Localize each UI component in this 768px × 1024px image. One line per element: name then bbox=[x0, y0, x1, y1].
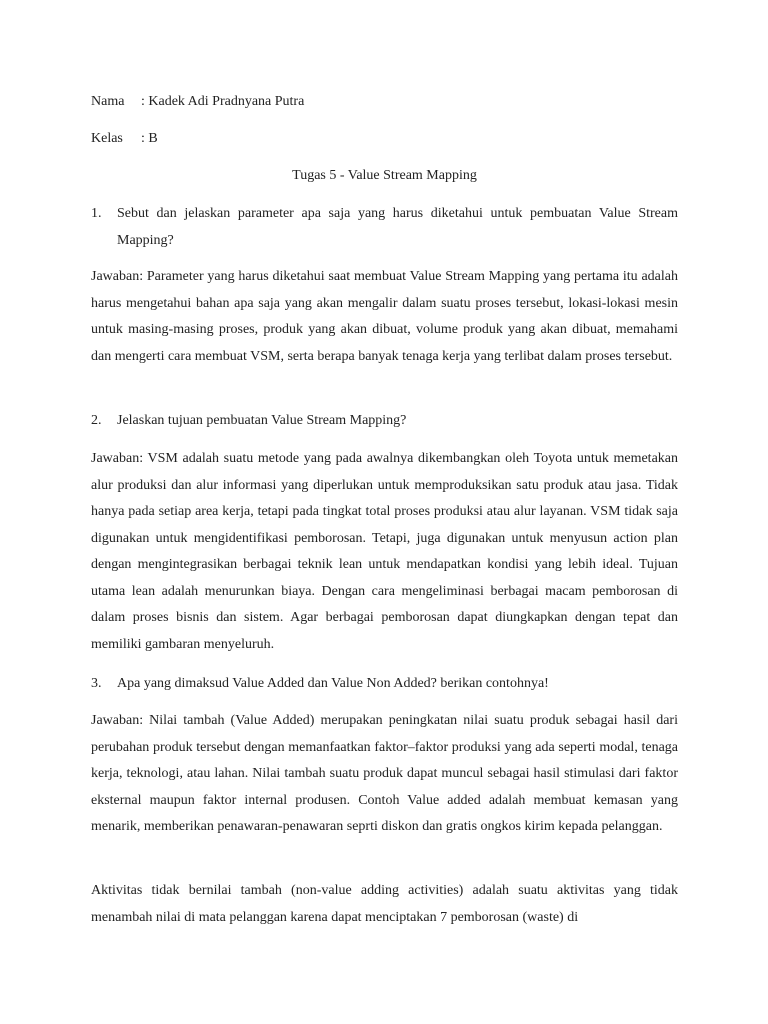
answer-paragraph: Jawaban: Nilai tambah (Value Added) merupakan peningkatan nilai suatu produk sebagai hasil dari perubahan produk tersebut dengan memanfaatkan faktor–faktor produksi yang ada seperti modal, tenaga kerja, teknologi, atau lahan. Nilai tambah suatu produk dapat muncul sebagai hasil stimulasi dari faktor eksternal maupun faktor internal produsen. Contoh Value added adalah membuat kemasan yang menarik, memberikan penawaran-penawaran seprti diskon dan gratis ongkos kirim kepada pelanggan. bbox=[91, 713, 678, 834]
kelas-value: : B bbox=[141, 131, 158, 146]
question-1 bbox=[91, 201, 678, 254]
nama-value: : Kadek Adi Pradnyana Putra bbox=[141, 94, 305, 109]
answer-paragraph: Jawaban: Parameter yang harus diketahui saat membuat Value Stream Mapping yang pertama itu adalah harus mengetahui bahan apa saja yang akan mengalir dalam suatu proses tersebut, lokasi-lokasi mesin untuk masing-masing proses, produk yang akan dibuat, volume produk yang akan dibuat, memahami dan mengerti cara membuat VSM, serta berapa banyak tenaga kerja yang terlibat dalam proses tersebut. bbox=[91, 269, 678, 364]
kelas-label: Kelas bbox=[91, 131, 123, 146]
nama-label: Nama bbox=[91, 94, 125, 109]
answer-paragraph: Jawaban: VSM adalah suatu metode yang pada awalnya dikembangkan oleh Toyota untuk memetakan alur produksi dan alur informasi yang diperlukan untuk memproduksikan satu produk atau jasa. Tidak hanya pada setiap area kerja, tetapi pada tingkat total proses produksi atau alur layanan. VSM tidak saja digunakan untuk mengidentifikasi pemborosan. Tetapi, juga digunakan untuk menyusun action plan dengan mengintegrasikan berbagai teknik lean untuk mendapatkan kondisi yang lebih ideal. Tujuan utama lean adalah menurunkan biaya. Dengan cara mengeliminasi berbagai macam pemborosan di dalam proses bisnis dan sistem. Agar berbagai pemborosan dapat diungkapkan dengan tepat dan memiliki gambaran menyeluruh. bbox=[91, 451, 678, 652]
document-title: Tugas 5 - Value Stream Mapping bbox=[292, 168, 477, 183]
question-text: Apa yang dimaksud Value Added dan Value Non Added? berikan contohnya! bbox=[117, 676, 549, 691]
nama-line bbox=[91, 89, 304, 116]
question-number: 1. bbox=[91, 206, 102, 221]
question-number: 3. bbox=[91, 676, 102, 691]
answer-paragraph: Aktivitas tidak bernilai tambah (non-value adding activities) adalah suatu aktivitas yang tidak menambah nilai di mata pelanggan karena dapat menciptakan 7 pemborosan (waste) di bbox=[91, 883, 678, 925]
question-text: Jelaskan tujuan pembuatan Value Stream Mapping? bbox=[117, 413, 407, 428]
question-2 bbox=[91, 408, 678, 435]
question-text: Sebut dan jelaskan parameter apa saja yang harus diketahui untuk pembuatan Value Stream Mapping? bbox=[117, 206, 678, 248]
question-number: 2. bbox=[91, 413, 102, 428]
kelas-line bbox=[91, 126, 158, 153]
question-3 bbox=[91, 671, 678, 698]
